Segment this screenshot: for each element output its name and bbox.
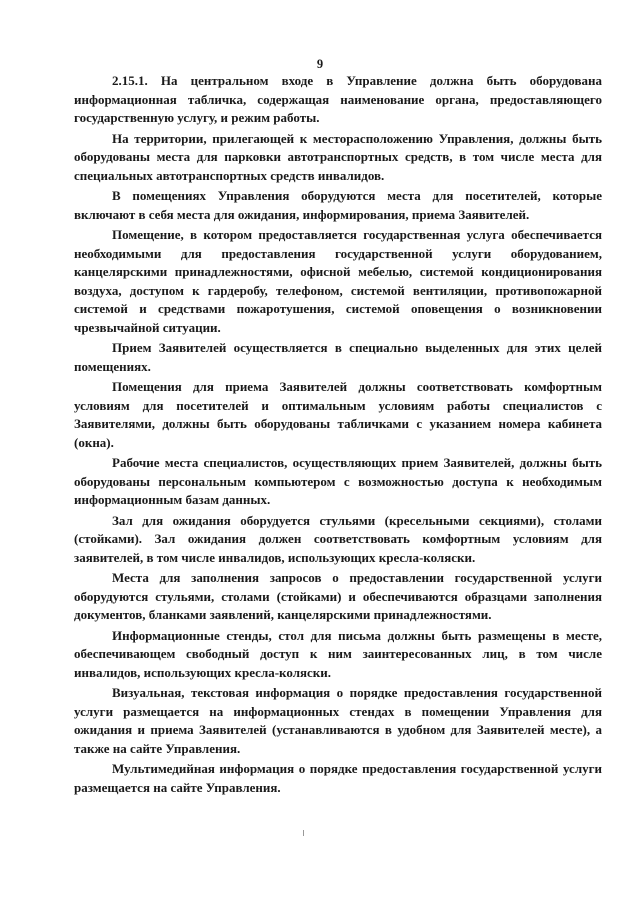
paragraph-room-conditions: Помещения для приема Заявителей должны соответствовать комфортным условиям для посетителей и оптимальным условиям работы специалистов с Заявителями, должны быть оборудованы табличками с указанием номера кабинета (окна).	[74, 379, 602, 450]
paragraph-reception-rooms: Прием Заявителей осуществляется в специально выделенных для этих целей помещениях.	[74, 340, 602, 374]
paragraph-equipment: Помещение, в котором предоставляется государственная услуга обеспечивается необходимыми для предоставления государственной услуги оборудованием, канцелярскими принадлежностями, офисной мебелью, системой кондиционирования воздуха, доступом к гардеробу, телефоном, системой вентиляции, противопожарной системой и средствами пожаротушения, системой оповещения о возникновении чрезвычайной ситуации.	[74, 227, 602, 335]
paragraph-workplaces: Рабочие места специалистов, осуществляющих прием Заявителей, должны быть оборудованы персональным компьютером с возможностью доступа к необходимым информационным базам данных.	[74, 455, 602, 507]
paragraph-info-stands: Информационные стенды, стол для письма должны быть размещены в месте, обеспечивающем свободный доступ к ним заинтересованных лиц, в том числе инвалидов, использующих кресла-коляски.	[74, 627, 602, 680]
page-number: 9	[316, 57, 324, 71]
document-body	[74, 72, 602, 799]
paragraph-visual-info: Визуальная, текстовая информация о порядке предоставления государственной услуги размещается на информационных стендах в помещении Управления для ожидания и приема Заявителей (устанавливаются в удобном для Заявителей месте), а также на сайте Управления.	[74, 685, 602, 756]
paragraph-request-filling: Места для заполнения запросов о предоставлении государственной услуги оборудуются стульями, столами (стойками) и обеспечиваются образцами заполнения документов, бланками заявлений, канцелярскими принадлежностями.	[74, 570, 602, 622]
scan-mark	[303, 830, 304, 836]
paragraph-multimedia-info: Мультимедийная информация о порядке предоставления государственной услуги размещается на сайте Управления.	[74, 761, 602, 795]
paragraph-entrance-sign: 2.15.1. На центральном входе в Управление должна быть оборудована информационная табличка, содержащая наименование органа, предоставляющего государственную услугу, и режим работы.	[74, 73, 602, 125]
paragraph-visitor-places: В помещениях Управления оборудуются места для посетителей, которые включают в себя места для ожидания, информирования, приема Заявителей.	[74, 188, 602, 222]
paragraph-waiting-hall: Зал для ожидания оборудуется стульями (кресельными секциями), столами (стойками). Зал ожидания должен соответствовать комфортным условиям для заявителей, в том числе инвалидов, использующих кресла-коляски.	[74, 512, 602, 565]
paragraph-parking: На территории, прилегающей к месторасположению Управления, должны быть оборудованы места для парковки автотранспортных средств, в том числе места для специальных автотранспортных средств инвалидов.	[74, 130, 602, 183]
